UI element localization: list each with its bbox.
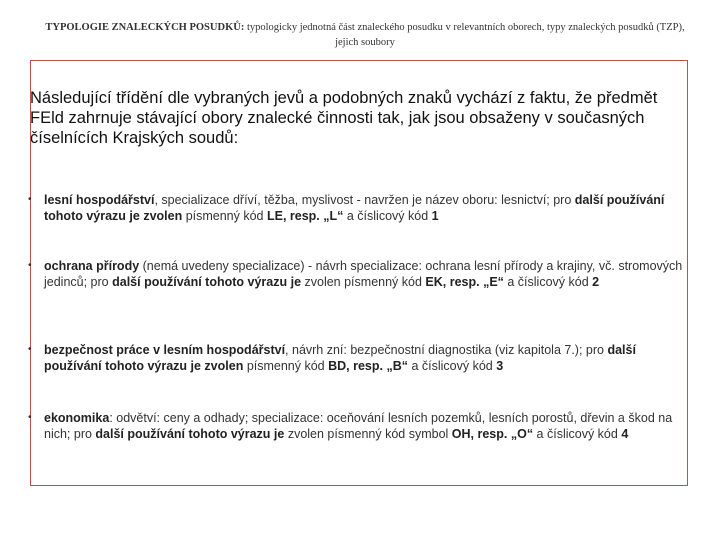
- item-text-part: písmenný kód: [182, 209, 267, 223]
- item-text-part: , návrh zní: bezpečnostní diagnostika (viz kapitola 7.); pro: [285, 343, 608, 357]
- item-text-part: zvolen písmenný kód: [301, 275, 426, 289]
- list-item-text: [44, 192, 688, 224]
- bullet-icon: •: [28, 344, 32, 355]
- item-bold-part: další používání tohoto výrazu je zvolen: [44, 193, 665, 223]
- list-item-text: [44, 258, 688, 290]
- item-text-part: písmenný kód: [243, 359, 329, 373]
- intro-paragraph: Následující třídění dle vybraných jevů a podobných znaků vychází z faktu, že předmět FEld zahrnuje stávající obory znalecké činnosti tak, jak jsou obsaženy v současných číselnících Krajských soudů:: [30, 89, 658, 147]
- slide-header: [40, 20, 690, 50]
- item-code: BD, resp. „B“: [328, 359, 408, 373]
- list-item-text: [44, 342, 688, 374]
- list-item: [28, 192, 688, 224]
- item-code: OH, resp. „O“: [451, 427, 534, 441]
- item-text-part: (nemá uvedeny specializace) - návrh specializace: ochrana lesní přírody a krajiny, vč. stromových jedinců; pro: [44, 259, 683, 289]
- item-bold-part: další používání tohoto výrazu je: [95, 427, 285, 441]
- list-item: [28, 258, 688, 290]
- header-subtitle: typologicky jednotná část znaleckého posudku v relevantních oborech, typy znaleckých posudků (TZP), jejich soubory: [244, 22, 685, 48]
- item-code: LE, resp. „L“: [266, 209, 344, 223]
- list-item: [28, 410, 688, 442]
- bullet-icon: •: [28, 194, 32, 205]
- item-text-part: a číslicový kód: [343, 209, 432, 223]
- header-title: TYPOLOGIE ZNALECKÝCH POSUDKŮ:: [45, 22, 245, 33]
- bullet-icon: •: [28, 260, 32, 271]
- item-bold-part: další používání tohoto výrazu je: [112, 275, 302, 289]
- list-item-text: [44, 410, 688, 442]
- list-item: [28, 342, 688, 374]
- item-term: bezpečnost práce v lesním hospodářství: [44, 343, 286, 357]
- item-text-part: a číslicový kód: [408, 359, 497, 373]
- bullet-icon: •: [28, 412, 32, 423]
- item-text-part: , specializace dříví, těžba, myslivost - navržen je název oboru: lesnictví; pro: [154, 193, 575, 207]
- item-text-part: a číslicový kód: [503, 275, 593, 289]
- item-code: EK, resp. „E“: [425, 275, 504, 289]
- item-number: 2: [592, 275, 600, 289]
- item-number: 3: [496, 359, 504, 373]
- item-text-part: a číslicový kód: [533, 427, 622, 441]
- item-term: ekonomika: [44, 411, 110, 425]
- item-text-part: zvolen písmenný kód symbol: [284, 427, 452, 441]
- item-text-part: : odvětví: ceny a odhady; specializace: oceňování lesních pozemků, lesních porostů, dřevin a škod na nich; pro: [44, 411, 673, 441]
- item-number: 4: [621, 427, 629, 441]
- item-number: 1: [431, 209, 439, 223]
- item-term: lesní hospodářství: [44, 193, 155, 207]
- item-bold-part: další používání tohoto výrazu je zvolen: [44, 343, 636, 373]
- item-term: ochrana přírody: [44, 259, 140, 273]
